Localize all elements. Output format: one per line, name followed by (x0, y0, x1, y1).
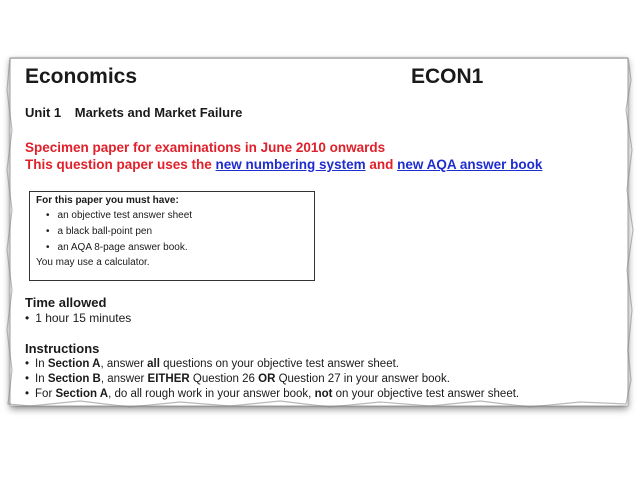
instructions-heading: Instructions (25, 341, 100, 356)
specimen-line-2 (25, 156, 625, 173)
requirements-list (36, 209, 308, 254)
instructions-list (25, 357, 519, 402)
instr-text: Question 26 (189, 373, 259, 385)
unit-heading (25, 105, 242, 120)
subject-title: Economics (25, 65, 138, 88)
time-allowed-value (25, 311, 131, 325)
requirements-box (29, 191, 315, 281)
instruction-item (25, 387, 519, 402)
bullet-icon (25, 373, 29, 385)
requirement-item: • an objective test answer sheet (46, 209, 308, 222)
instr-bold: not (314, 388, 333, 400)
exam-cover-page (10, 58, 628, 406)
unit-label: Unit 1 (25, 105, 62, 120)
bullet-icon (25, 388, 29, 400)
instr-bold: OR (258, 373, 276, 385)
instr-text: Question 27 in your answer book. (275, 373, 450, 385)
instr-bold: EITHER (147, 373, 190, 385)
instr-text: , answer (100, 358, 148, 370)
bullet-icon (25, 358, 29, 370)
calculator-note: You may use a calculator. (36, 257, 150, 268)
bullet-icon (25, 311, 29, 325)
instr-text: , answer (100, 373, 148, 385)
instr-bold: all (147, 358, 160, 370)
requirement-item: • an AQA 8-page answer book. (46, 241, 308, 254)
instruction-item (25, 357, 519, 372)
specimen-line-1: Specimen paper for examinations in June 2010 onwards (25, 140, 386, 155)
instr-text: , do all rough work in your answer book, (108, 388, 315, 400)
specimen-line-2-mid: and (365, 157, 398, 172)
paper-code: ECON1 (411, 65, 484, 88)
instr-text: In (35, 373, 48, 385)
instr-text: For (35, 388, 56, 400)
instruction-item (25, 372, 519, 387)
instr-bold: Section A (47, 358, 101, 370)
instr-text: on your objective test answer sheet. (332, 388, 520, 400)
title-row (25, 65, 615, 91)
time-allowed-heading: Time allowed (25, 295, 107, 310)
new-numbering-system-link[interactable]: new numbering system (215, 157, 366, 172)
requirement-item: • a black ball-point pen (46, 225, 308, 238)
instr-bold: Section B (47, 373, 101, 385)
unit-title: Markets and Market Failure (74, 105, 243, 120)
new-answer-book-link[interactable]: new AQA answer book (397, 157, 543, 172)
specimen-notice (25, 139, 625, 173)
instr-text: In (35, 358, 48, 370)
instr-text: questions on your objective test answer sheet. (159, 358, 399, 370)
time-value-text: 1 hour 15 minutes (35, 311, 132, 325)
instr-bold: Section A (55, 388, 109, 400)
specimen-line-2-prefix: This question paper uses the (25, 157, 216, 172)
requirements-heading: For this paper you must have: (36, 195, 179, 206)
